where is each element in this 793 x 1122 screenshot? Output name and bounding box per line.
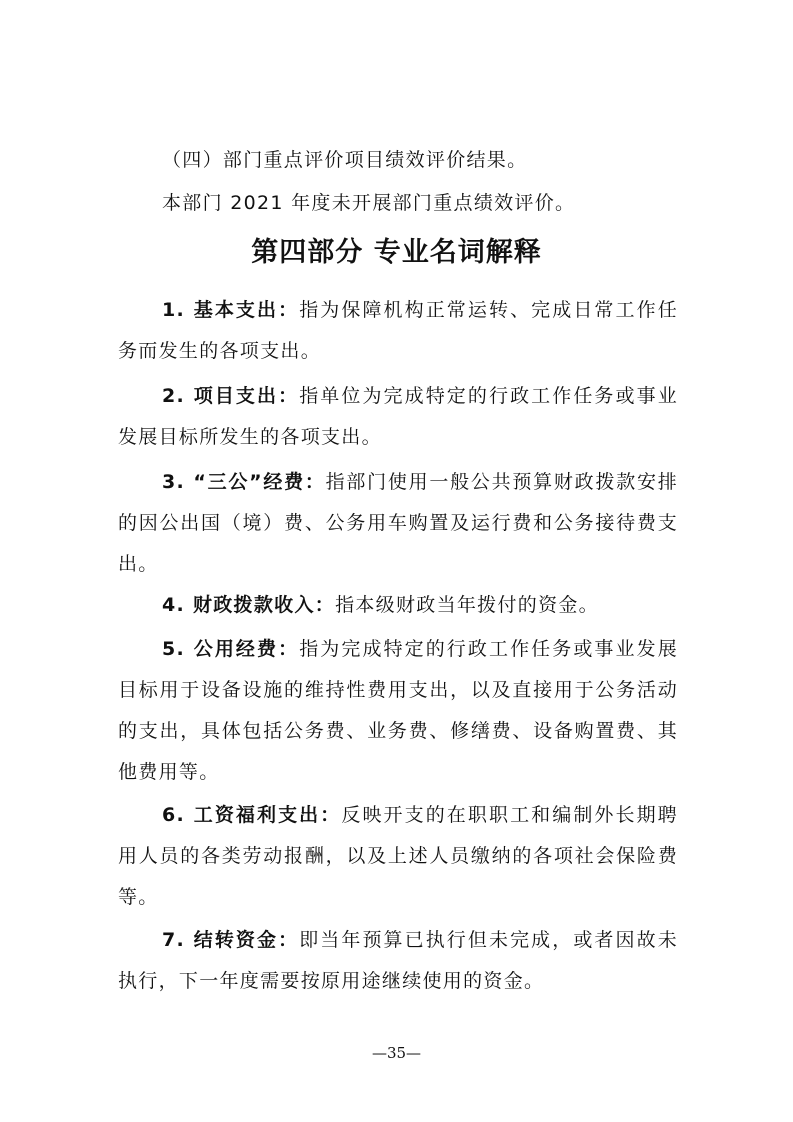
term-definition: 即当年预算已执行但未完成，或者因故未执行，下一年度需要按原用途继续使用的资金。 — [118, 929, 678, 992]
term-definition: 指单位为完成特定的行政工作任务或事业发展目标所发生的各项支出。 — [118, 385, 678, 448]
term-definition: 反映开支的在职职工和编制外长期聘用人员的各类劳动报酬，以及上述人员缴纳的各项社会保险费等。 — [118, 804, 678, 908]
term-item-4 — [118, 585, 678, 626]
term-item-5 — [118, 629, 678, 793]
term-label: 2. 项目支出： — [162, 385, 300, 407]
term-definition: 指为保障机构正常运转、完成日常工作任务而发生的各项支出。 — [118, 299, 678, 362]
term-item-1 — [118, 290, 678, 372]
term-label: 7. 结转资金： — [162, 929, 300, 951]
term-label: 4. 财政拨款收入： — [162, 594, 336, 616]
section-four-body: 本部门 2021 年度未开展部门重点绩效评价。 — [162, 192, 576, 214]
term-label: 1. 基本支出： — [162, 299, 300, 321]
term-item-2 — [118, 376, 678, 458]
term-item-6 — [118, 795, 678, 918]
term-definition: 指本级财政当年拨付的资金。 — [335, 594, 599, 616]
term-item-3 — [118, 462, 678, 585]
term-label: 3. “三公”经费： — [162, 471, 326, 493]
section-four-title: （四）部门重点评价项目绩效评价结果。 — [162, 149, 528, 171]
term-definition: 指为完成特定的行政工作任务或事业发展目标用于设备设施的维持性费用支出，以及直接用于公务活动的支出，具体包括公务费、业务费、修缮费、设备购置费、其他费用等。 — [118, 638, 678, 783]
term-label: 6. 工资福利支出： — [162, 804, 342, 826]
term-label: 5. 公用经费： — [162, 638, 300, 660]
term-definition: 指部门使用一般公共预算财政拨款安排的因公出国（境）费、公务用车购置及运行费和公务接待费支出。 — [118, 471, 678, 575]
page-number: —35— — [371, 1044, 422, 1062]
part-heading: 第四部分 专业名词解释 — [251, 237, 542, 268]
term-item-7 — [118, 920, 678, 1002]
